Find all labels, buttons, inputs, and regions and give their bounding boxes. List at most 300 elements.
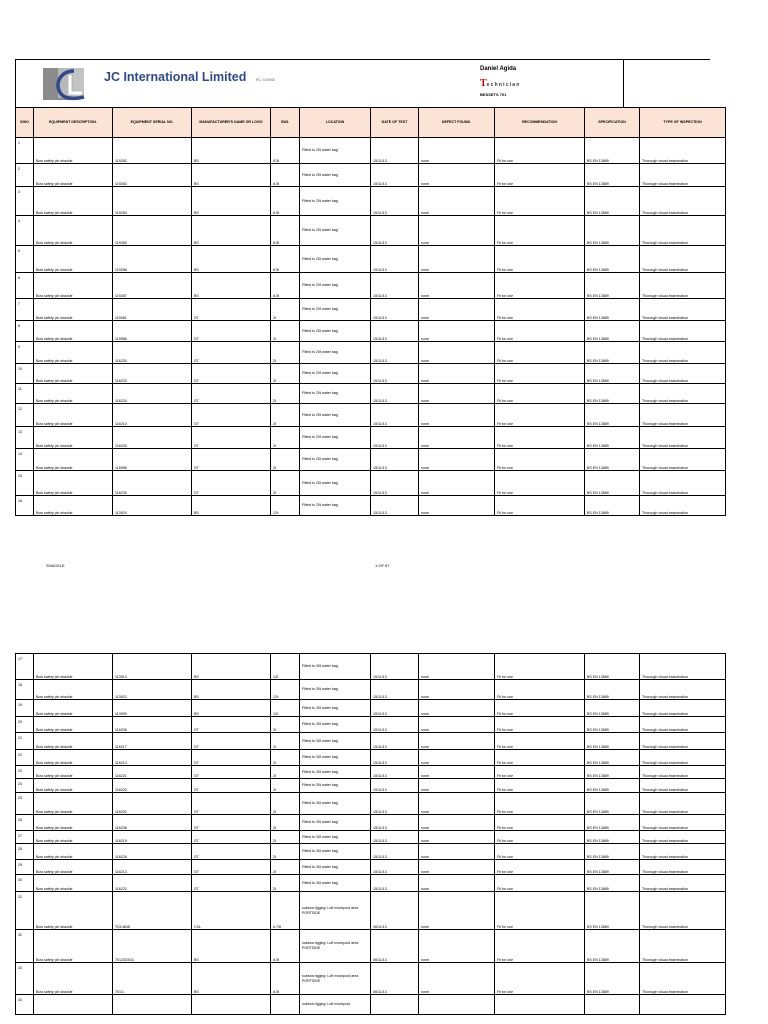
cell-description: Bow safety pin shackle [34, 750, 113, 766]
cell-sno: 13 [16, 427, 34, 449]
col-header-serial: EQUIPMENT SERIAL NO. [113, 108, 192, 138]
cell-recommendation: Fit for use [495, 844, 585, 860]
cell-inspection-type: Thorough visual examination [640, 164, 726, 187]
cell-manufacturer: GT [192, 844, 271, 860]
table-row [16, 831, 726, 844]
table-row [16, 427, 726, 449]
cell-sno: 22 [16, 750, 34, 766]
cell-defect: none [419, 342, 495, 364]
cell-defect: none [419, 844, 495, 860]
cell-description: Bow safety pin shackle [34, 427, 113, 449]
cell-manufacturer: BS [192, 700, 271, 717]
cell-location: Fitted to 20t water bag [300, 187, 371, 216]
cell-location: Fitted to 30t water bag [300, 654, 371, 680]
cell-sno: 16 [16, 496, 34, 516]
cell-location: Fitted to 20t water bag [300, 164, 371, 187]
cell-specification: BS EN 13889 [585, 793, 640, 815]
cell-recommendation: Fit for use [495, 654, 585, 680]
table-row [16, 384, 726, 404]
cell-specification: BS EN 13889 [585, 321, 640, 342]
table-row [16, 404, 726, 427]
cell-inspection-type: Thorough visual examination [640, 815, 726, 831]
cell-date: 15/11/13 [371, 364, 419, 384]
cell-serial: 116217 [113, 733, 192, 750]
cell-swl: 8.5t [271, 138, 300, 164]
cell-recommendation: Fit for use [495, 717, 585, 733]
cell-swl: 2t [271, 427, 300, 449]
cell-sno: 10 [16, 364, 34, 384]
cell-location: Fitted to 20t water bag [300, 427, 371, 449]
cell-location: Fitted to 20t water bag [300, 216, 371, 246]
cell-inspection-type: Thorough visual examination [640, 342, 726, 364]
cell-defect: none [419, 875, 495, 892]
cell-swl: 12t [271, 654, 300, 680]
col-header-description: EQUIPMENT DESCRIPTION. [34, 108, 113, 138]
table-row [16, 164, 726, 187]
table-row [16, 733, 726, 750]
cell-swl: 8.5t [271, 216, 300, 246]
cell-specification: BS EN 13889 [585, 766, 640, 779]
table-row [16, 496, 726, 516]
cell-description: Bow safety pin shackle [34, 930, 113, 963]
cell-description: Bow safety pin shackle [34, 216, 113, 246]
table-row [16, 793, 726, 815]
cell-recommendation: Fit for use [495, 321, 585, 342]
cell-manufacturer: CSL [192, 892, 271, 930]
cell-swl [271, 995, 300, 1015]
cell-defect: none [419, 700, 495, 717]
cell-date: 15/11/13 [371, 779, 419, 793]
cell-description: Bow safety pin shackle [34, 875, 113, 892]
cell-swl: 8.5t [271, 246, 300, 273]
cell-sno: 29 [16, 860, 34, 875]
cell-serial: 119282 [113, 138, 192, 164]
cell-description: Bow safety pin shackle [34, 299, 113, 321]
cell-manufacturer: GT [192, 342, 271, 364]
cell-defect: none [419, 449, 495, 471]
cell-swl: 2t [271, 321, 300, 342]
cell-location: Fitted to 30t water bag [300, 860, 371, 875]
cell-manufacturer: GT [192, 733, 271, 750]
cell-defect: none [419, 930, 495, 963]
cell-date: 15/11/13 [371, 321, 419, 342]
cell-manufacturer: GT [192, 299, 271, 321]
cell-defect: none [419, 779, 495, 793]
cell-date: 15/11/13 [371, 860, 419, 875]
cell-specification: BS EN 13889 [585, 471, 640, 496]
cell-date: 06/11/13 [371, 963, 419, 995]
cell-defect: none [419, 164, 495, 187]
cell-sno: 32 [16, 930, 34, 963]
cell-specification: BS EN 13889 [585, 779, 640, 793]
cell-location: Fitted to 20t water bag [300, 321, 371, 342]
cell-serial: 115981 [113, 299, 192, 321]
table-body-page-1 [16, 138, 726, 516]
cell-inspection-type: Thorough visual examination [640, 321, 726, 342]
cell-location: Fitted to 30t water bag [300, 875, 371, 892]
technician-badge-text: echnician [486, 82, 521, 88]
cell-location: Fitted to 20t water bag [300, 342, 371, 364]
cell-defect: none [419, 246, 495, 273]
cell-sno: 18 [16, 680, 34, 700]
cell-serial: 115986 [113, 321, 192, 342]
cell-date: 15/11/13 [371, 164, 419, 187]
cell-sno: 30 [16, 875, 34, 892]
cell-serial: 113959 [113, 700, 192, 717]
cell-manufacturer: BS [192, 246, 271, 273]
cell-description: Bow safety pin shackle [34, 164, 113, 187]
cell-swl: 2t [271, 471, 300, 496]
cell-recommendation: Fit for use [495, 700, 585, 717]
cell-serial: 116234 [113, 384, 192, 404]
cell-serial: 116220 [113, 779, 192, 793]
cell-manufacturer: GT [192, 449, 271, 471]
cell-location: subsea rigging: Loft moonpool [300, 995, 371, 1015]
cell-specification: BS EN 13889 [585, 404, 640, 427]
cell-specification: BS EN 13889 [585, 299, 640, 321]
col-header-location: LOCATION [300, 108, 371, 138]
cell-description: Bow safety pin shackle [34, 733, 113, 750]
cell-manufacturer: BS [192, 216, 271, 246]
cell-location: Fitted to 30t water bag [300, 766, 371, 779]
cell-sno: 14 [16, 449, 34, 471]
cell-specification: BS EN 13889 [585, 717, 640, 733]
cell-manufacturer: GT [192, 779, 271, 793]
cell-sno: 19 [16, 700, 34, 717]
cell-sno: 26 [16, 815, 34, 831]
cell-date: 15/11/13 [371, 384, 419, 404]
cell-specification: BS EN 13889 [585, 930, 640, 963]
cell-date: 15/11/13 [371, 654, 419, 680]
cell-manufacturer: BS [192, 680, 271, 700]
inspector-name: Daniel Agida [480, 66, 517, 72]
cell-location: Fitted to 30t water bag [300, 844, 371, 860]
cell-date: 06/11/13 [371, 930, 419, 963]
cell-inspection-type: Thorough visual examination [640, 299, 726, 321]
cell-inspection-type: Thorough visual examination [640, 700, 726, 717]
cell-sno: 2 [16, 164, 34, 187]
cell-manufacturer: GT [192, 831, 271, 844]
cell-swl: 2t [271, 404, 300, 427]
cell-recommendation: Fit for use [495, 496, 585, 516]
cell-location: Fitted to 20t water bag [300, 299, 371, 321]
cell-description: Bow safety pin shackle [34, 187, 113, 216]
cell-specification: BS EN 13889 [585, 680, 640, 700]
cell-specification: BS EN 13889 [585, 875, 640, 892]
cell-sno: 34 [16, 995, 34, 1015]
cell-date: 15/11/13 [371, 187, 419, 216]
cell-description: Bow safety pin shackle [34, 844, 113, 860]
cell-manufacturer: GT [192, 404, 271, 427]
cell-swl: 2t [271, 717, 300, 733]
cell-serial: 116221 [113, 766, 192, 779]
table-body-page-2 [16, 654, 726, 1015]
cell-swl: 8.5t [271, 164, 300, 187]
cell-description: Bow safety pin shackle [34, 892, 113, 930]
cell-date: 15/11/13 [371, 342, 419, 364]
cell-manufacturer: BS [192, 273, 271, 299]
cell-sno: 21 [16, 733, 34, 750]
cell-sno: 20 [16, 717, 34, 733]
cell-inspection-type: Thorough visual examination [640, 187, 726, 216]
table-row [16, 342, 726, 364]
cell-description: Bow safety pin shackle [34, 680, 113, 700]
cell-specification: BS EN 13889 [585, 815, 640, 831]
cell-location: Fitted to 20t water bag [300, 273, 371, 299]
table-row [16, 187, 726, 216]
inspection-table-page-1 [15, 107, 726, 516]
cell-defect: none [419, 321, 495, 342]
cell-inspection-type: Thorough visual examination [640, 404, 726, 427]
col-header-swl: SWL [271, 108, 300, 138]
cell-sno: 6 [16, 273, 34, 299]
cell-manufacturer: GT [192, 766, 271, 779]
cell-sno: 5 [16, 246, 34, 273]
cell-recommendation: Fit for use [495, 216, 585, 246]
cell-swl: 12t [271, 700, 300, 717]
table-row [16, 717, 726, 733]
cell-inspection-type: Thorough visual examination [640, 963, 726, 995]
cell-date: 15/11/13 [371, 299, 419, 321]
cell-serial: 116230 [113, 342, 192, 364]
cell-defect: none [419, 427, 495, 449]
cell-defect [419, 995, 495, 1015]
cell-recommendation: Fit for use [495, 831, 585, 844]
table-row [16, 700, 726, 717]
cell-swl: 12t [271, 496, 300, 516]
cell-manufacturer: GT [192, 471, 271, 496]
cell-swl: 2t [271, 384, 300, 404]
cell-recommendation: Fit for use [495, 875, 585, 892]
cell-manufacturer: GT [192, 364, 271, 384]
cell-defect: none [419, 766, 495, 779]
cell-date: 15/11/13 [371, 733, 419, 750]
cell-serial: 113924 [113, 496, 192, 516]
cell-date: 15/11/13 [371, 831, 419, 844]
footer-section-label: SHACKLE [46, 563, 65, 568]
technician-badge [480, 78, 521, 89]
cell-defect: none [419, 496, 495, 516]
cell-serial: 116210 [113, 404, 192, 427]
cell-specification: BS EN 13889 [585, 187, 640, 216]
table-row [16, 875, 726, 892]
cell-date: 15/11/13 [371, 750, 419, 766]
cell-description: Bow safety pin shackle [34, 273, 113, 299]
cell-defect: none [419, 717, 495, 733]
cell-defect: none [419, 793, 495, 815]
table-row [16, 246, 726, 273]
cell-description: Bow safety pin shackle [34, 793, 113, 815]
cell-date: 15/11/13 [371, 844, 419, 860]
cell-date: 15/11/13 [371, 471, 419, 496]
cell-date: 15/11/13 [371, 449, 419, 471]
cell-date: 15/11/13 [371, 496, 419, 516]
cell-inspection-type: Thorough visual examination [640, 138, 726, 164]
cell-inspection-type: Thorough visual examination [640, 860, 726, 875]
cell-defect: none [419, 860, 495, 875]
cell-description: Bow safety pin shackle [34, 471, 113, 496]
cell-inspection-type: Thorough visual examination [640, 496, 726, 516]
cell-swl: 2t [271, 779, 300, 793]
cell-defect: none [419, 138, 495, 164]
cell-sno: 28 [16, 844, 34, 860]
cell-serial: 701/1 [113, 963, 192, 995]
cell-specification: BS EN 13889 [585, 700, 640, 717]
col-header-defect: DEFECT FOUND. [419, 108, 495, 138]
cell-inspection-type: Thorough visual examination [640, 680, 726, 700]
company-logo-icon [40, 65, 100, 103]
cell-date: 15/11/13 [371, 815, 419, 831]
table-row [16, 750, 726, 766]
cell-recommendation: Fit for use [495, 384, 585, 404]
cell-serial: 113922 [113, 680, 192, 700]
cell-serial: 116214 [113, 750, 192, 766]
cell-sno: 31 [16, 892, 34, 930]
cell-recommendation: Fit for use [495, 342, 585, 364]
cell-recommendation: Fit for use [495, 273, 585, 299]
cell-description: Bow safety pin shackle [34, 815, 113, 831]
cell-defect: none [419, 831, 495, 844]
cell-description: Bow safety pin shackle [34, 496, 113, 516]
cell-defect: none [419, 892, 495, 930]
cell-date: 15/11/13 [371, 680, 419, 700]
table-row [16, 299, 726, 321]
cell-swl: 2t [271, 831, 300, 844]
col-header-manufacturer: MANUFACTURER'S NAME OR LOGO [192, 108, 271, 138]
cell-manufacturer: GT [192, 321, 271, 342]
col-header-specification: SPECIFICATION [585, 108, 640, 138]
table-row [16, 364, 726, 384]
cell-location: Fitted to 20t water bag [300, 496, 371, 516]
cell-specification: BS EN 13889 [585, 449, 640, 471]
table-row [16, 995, 726, 1015]
cell-description: Bow safety pin shackle [34, 766, 113, 779]
cell-location: Fitted to 30t water bag [300, 680, 371, 700]
cell-specification: BS EN 13889 [585, 273, 640, 299]
cell-location: Fitted to 20t water bag [300, 449, 371, 471]
cell-defect: none [419, 680, 495, 700]
cell-serial: 119287 [113, 273, 192, 299]
cell-specification: BS EN 13889 [585, 860, 640, 875]
cell-specification: BS EN 13889 [585, 364, 640, 384]
cell-defect: none [419, 733, 495, 750]
cell-swl: 2t [271, 750, 300, 766]
cell-date [371, 995, 419, 1015]
cell-manufacturer: BS [192, 963, 271, 995]
cell-location: Fitted to 30t water bag [300, 700, 371, 717]
cell-date: 15/11/13 [371, 273, 419, 299]
cell-inspection-type: Thorough visual examination [640, 654, 726, 680]
cell-manufacturer: BS [192, 164, 271, 187]
cell-date: 15/11/13 [371, 717, 419, 733]
cell-sno: 15 [16, 471, 34, 496]
cell-location: Fitted to 20t water bag [300, 138, 371, 164]
cell-swl: 2t [271, 342, 300, 364]
cell-serial: 116219 [113, 831, 192, 844]
inspection-table-page-2 [15, 653, 726, 1015]
cell-specification: BS EN 13889 [585, 733, 640, 750]
cell-recommendation: Fit for use [495, 750, 585, 766]
cell-date: 15/11/13 [371, 766, 419, 779]
cell-inspection-type: Thorough visual examination [640, 750, 726, 766]
cell-description: Bow safety pin shackle [34, 449, 113, 471]
cell-sno: 23 [16, 766, 34, 779]
table-row [16, 273, 726, 299]
cell-recommendation: Fit for use [495, 815, 585, 831]
cell-inspection-type: Thorough visual examination [640, 216, 726, 246]
cell-serial: 7012303/31 [113, 930, 192, 963]
cell-serial: 116213 [113, 860, 192, 875]
cell-recommendation: Fit for use [495, 246, 585, 273]
table-row [16, 766, 726, 779]
cell-recommendation: Fit for use [495, 680, 585, 700]
cell-location: Fitted to 30t water bag [300, 831, 371, 844]
cell-swl: 2t [271, 766, 300, 779]
technician-badge-letter: T [480, 78, 487, 89]
cell-manufacturer: BS [192, 930, 271, 963]
cell-inspection-type: Thorough visual examination [640, 779, 726, 793]
cell-manufacturer: BS [192, 496, 271, 516]
table-row [16, 892, 726, 930]
cell-description: Bow safety pin shackle [34, 717, 113, 733]
cell-specification: BS EN 13889 [585, 750, 640, 766]
cell-sno: 9 [16, 342, 34, 364]
cell-sno: 8 [16, 321, 34, 342]
cell-serial: 113914 [113, 654, 192, 680]
cell-description: Bow safety pin shackle [34, 404, 113, 427]
cell-description: Bow safety pin shackle [34, 860, 113, 875]
cell-description: Bow safety pin shackle [34, 831, 113, 844]
table-row [16, 138, 726, 164]
table-row [16, 216, 726, 246]
col-header-date: DATE OF TEST [371, 108, 419, 138]
cell-location: Fitted to 20t water bag [300, 471, 371, 496]
cell-recommendation: Fit for use [495, 299, 585, 321]
footer-page-number: 1 OF 67 [375, 563, 390, 568]
cell-recommendation: Fit for use [495, 427, 585, 449]
table-row [16, 844, 726, 860]
cell-sno: 7 [16, 299, 34, 321]
cell-manufacturer: GT [192, 427, 271, 449]
cell-recommendation: Fit for use [495, 471, 585, 496]
cell-location: Fitted to 30t water bag [300, 815, 371, 831]
cell-serial: 116222 [113, 875, 192, 892]
cell-serial: TD14848 [113, 892, 192, 930]
cell-recommendation: Fit for use [495, 364, 585, 384]
cell-specification: BS EN 13889 [585, 831, 640, 844]
cell-serial: 116228 [113, 844, 192, 860]
cell-sno: 17 [16, 654, 34, 680]
cell-defect: none [419, 815, 495, 831]
cell-recommendation: Fit for use [495, 779, 585, 793]
cell-sno: 27 [16, 831, 34, 844]
cell-sno: 4 [16, 216, 34, 246]
cell-description: Bow safety pin shackle [34, 384, 113, 404]
cell-sno: 33 [16, 963, 34, 995]
cell-inspection-type: Thorough visual examination [640, 246, 726, 273]
cell-description: Bow safety pin shackle [34, 321, 113, 342]
col-header-inspection-type: TYPE OF INSPECTION [640, 108, 726, 138]
cell-location: Fitted to 20t water bag [300, 384, 371, 404]
cell-location: subsea rigging: Loft moonpool area PORTSIDE [300, 930, 371, 963]
cell-description: Bow safety pin shackle [34, 779, 113, 793]
cell-recommendation: Fit for use [495, 164, 585, 187]
cell-defect: none [419, 216, 495, 246]
cell-specification: BS EN 13889 [585, 216, 640, 246]
cell-inspection-type: Thorough visual examination [640, 793, 726, 815]
cell-sno: 25 [16, 793, 34, 815]
cell-date: 15/11/13 [371, 793, 419, 815]
